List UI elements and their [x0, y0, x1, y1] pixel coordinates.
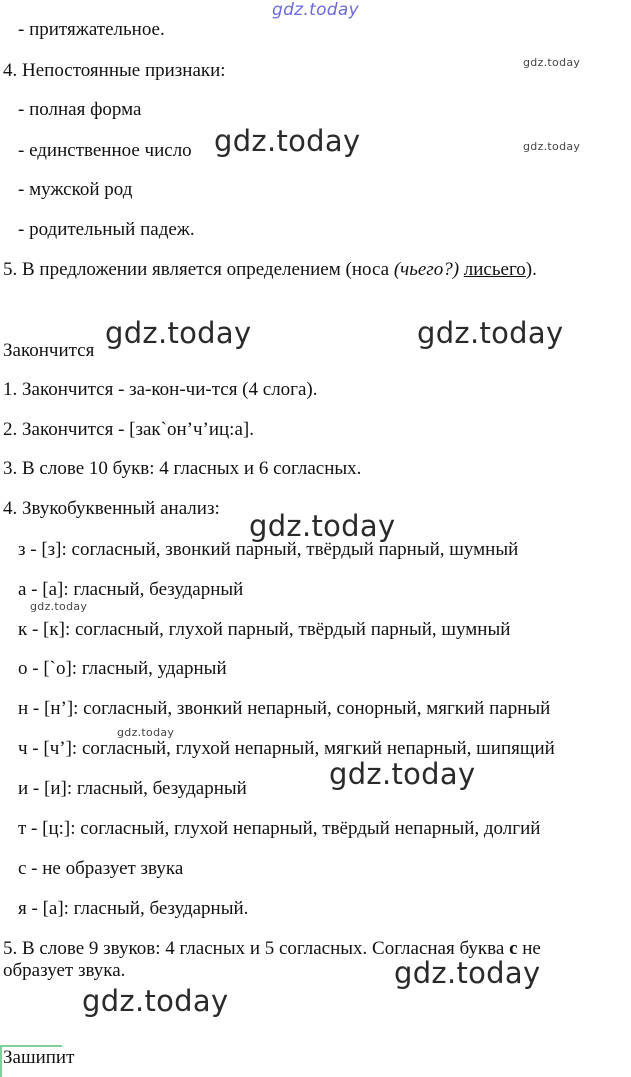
text-line: - притяжательное. [18, 19, 165, 40]
sound-line: о - [`о]: гласный, ударный [18, 658, 227, 679]
sound-line: з - [з]: согласный, звонкий парный, твёрдый парный, шумный [18, 539, 519, 560]
text-line: 3. В слове 10 букв: 4 гласных и 6 согласных. [3, 458, 362, 479]
text-span: 5. В слове 9 звуков: 4 гласных и 5 согласных. Согласная буква [3, 938, 510, 959]
watermark: gdz.today [214, 124, 361, 158]
text-line: - мужской род [18, 179, 133, 200]
text-span: ). [525, 259, 537, 280]
watermark: gdz.today [329, 757, 476, 791]
text-line: 1. Закончится - за-кон-чи-тся (4 слога). [3, 379, 318, 400]
watermark-small: gdz.today [523, 56, 581, 69]
sound-line: к - [к]: согласный, глухой парный, твёрдый парный, шумный [18, 619, 511, 640]
text-line: - родительный падеж. [18, 219, 195, 240]
text-line: - полная форма [18, 99, 142, 120]
watermark: gdz.today [417, 316, 564, 350]
question-span: (чьего?) [393, 259, 460, 280]
watermark-top: gdz.today [272, 0, 359, 20]
watermark: gdz.today [105, 316, 252, 350]
text-line [3, 938, 541, 960]
sound-line: и - [и]: гласный, безударный [18, 778, 247, 799]
watermark: gdz.today [394, 956, 541, 990]
watermark-small: gdz.today [523, 140, 581, 153]
text-line: 4. Непостоянные признаки: [3, 60, 226, 81]
sound-line: т - [ц:]: согласный, глухой непарный, твёрдый непарный, долгий [18, 818, 541, 839]
sound-line: н - [н’]: согласный, звонкий непарный, сонорный, мягкий парный [18, 698, 551, 719]
watermark: gdz.today [82, 984, 229, 1018]
text-line: 2. Закончится - [зак`он’ч’иц:а]. [3, 419, 254, 440]
sound-line: с - не образует звука [18, 858, 184, 879]
sound-line: а - [а]: гласный, безударный [18, 579, 244, 600]
text-line: 4. Звукобуквенный анализ: [3, 498, 220, 519]
watermark-small: gdz.today [117, 726, 175, 739]
underlined-word: лисьего [463, 259, 526, 280]
sound-line: ч - [ч’]: согласный, глухой непарный, мягкий непарный, шипящий [18, 738, 555, 759]
text-line [3, 259, 537, 281]
section-title: Зашипит [3, 1047, 75, 1068]
text-span: 5. В предложении является определением (носа [3, 259, 394, 280]
sound-line: я - [а]: гласный, безударный. [18, 898, 249, 919]
watermark: gdz.today [249, 509, 396, 543]
bold-letter: с [509, 938, 518, 959]
text-line: - единственное число [18, 140, 192, 161]
section-title: Закончится [3, 340, 95, 361]
text-span: не [517, 938, 541, 959]
text-line: образует звука. [3, 960, 126, 981]
watermark-small: gdz.today [30, 600, 88, 613]
